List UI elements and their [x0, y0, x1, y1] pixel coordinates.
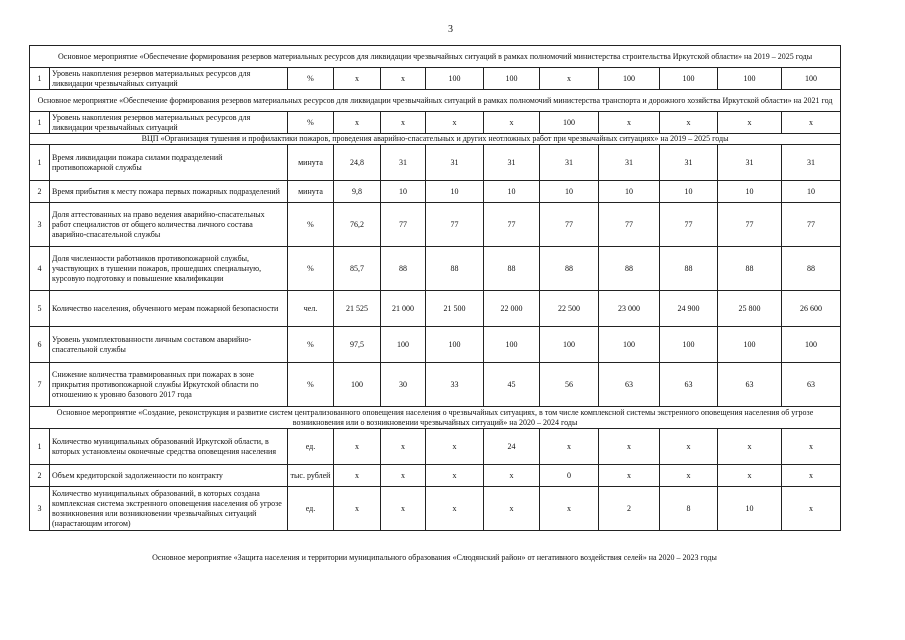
value-cell: 77: [718, 203, 782, 247]
row-number: 5: [30, 291, 50, 327]
value-cell: 76,2: [334, 203, 381, 247]
value-cell: 31: [484, 145, 540, 181]
value-cell: 100: [660, 68, 718, 90]
unit-cell: минута: [288, 181, 334, 203]
value-cell: 77: [484, 203, 540, 247]
value-cell: x: [718, 429, 782, 465]
value-cell: 2: [599, 487, 660, 531]
value-cell: x: [782, 112, 841, 134]
value-cell: x: [660, 465, 718, 487]
indicator-name: Уровень укомплектованности личным составом аварийно-спасательной службы: [50, 327, 288, 363]
section-header-selevaya-zashchita: Основное мероприятие «Защита населения и территории муниципального образования «Слюдянский район» от негативного воздействия селей» на 2020 – 2023 годы: [152, 553, 717, 562]
unit-cell: ед.: [288, 487, 334, 531]
section-title: Основное мероприятие «Создание, реконструкция и развитие систем централизованного оповещения населения о чрезвычайных ситуациях, в том числе комплексной системы экстренного оповещения населения об угрозе возникновения или о возникновении чрезвычайных ситуаций» на 2020 – 2024 годы: [30, 407, 841, 429]
value-cell: 8: [660, 487, 718, 531]
unit-cell: минута: [288, 145, 334, 181]
value-cell: 31: [426, 145, 484, 181]
row-number: 2: [30, 181, 50, 203]
section-title: Основное мероприятие «Обеспечение формирования резервов материальных ресурсов для ликвидации чрезвычайных ситуаций в рамках полномочий министерства транспорта и дорожного хозяйства Иркутской области» на 2021 год: [30, 90, 841, 112]
value-cell: x: [782, 429, 841, 465]
value-cell: 23 000: [599, 291, 660, 327]
unit-cell: тыс. рублей: [288, 465, 334, 487]
table-row: [30, 247, 841, 291]
value-cell: 10: [782, 181, 841, 203]
section-title: ВЦП «Организация тушения и профилактики пожаров, проведения аварийно-спасательных и других неотложных работ при чрезвычайных ситуациях» на 2019 – 2025 годы: [30, 134, 841, 145]
unit-cell: %: [288, 203, 334, 247]
unit-cell: чел.: [288, 291, 334, 327]
value-cell: 24 900: [660, 291, 718, 327]
page-number: 3: [448, 24, 453, 35]
value-cell: 21 525: [334, 291, 381, 327]
unit-cell: %: [288, 363, 334, 407]
row-number: 6: [30, 327, 50, 363]
indicator-name: Доля аттестованных на право ведения аварийно-спасательных работ специалистов от общего количества личного состава аварийно-спасательной службы: [50, 203, 288, 247]
value-cell: 31: [540, 145, 599, 181]
value-cell: x: [484, 112, 540, 134]
value-cell: x: [426, 429, 484, 465]
value-cell: 31: [718, 145, 782, 181]
row-number: 3: [30, 203, 50, 247]
value-cell: 100: [718, 68, 782, 90]
value-cell: 63: [599, 363, 660, 407]
value-cell: 63: [660, 363, 718, 407]
indicator-name: Доля численности работников противопожарной службы, участвующих в тушении пожаров, прошедших специальную, курсовую подготовку и повышение квалификации: [50, 247, 288, 291]
value-cell: 31: [782, 145, 841, 181]
value-cell: 63: [718, 363, 782, 407]
value-cell: x: [660, 429, 718, 465]
value-cell: x: [782, 487, 841, 531]
indicator-name: Время прибытия к месту пожара первых пожарных подразделений: [50, 181, 288, 203]
value-cell: 88: [484, 247, 540, 291]
value-cell: 100: [426, 327, 484, 363]
row-number: 1: [30, 112, 50, 134]
value-cell: 100: [782, 327, 841, 363]
value-cell: 56: [540, 363, 599, 407]
indicators-table: [29, 45, 841, 531]
value-cell: 0: [540, 465, 599, 487]
value-cell: x: [426, 487, 484, 531]
value-cell: 22 500: [540, 291, 599, 327]
indicator-name: Время ликвидации пожара силами подразделений противопожарной службы: [50, 145, 288, 181]
table-row: [30, 429, 841, 465]
value-cell: x: [484, 487, 540, 531]
value-cell: x: [484, 465, 540, 487]
value-cell: 88: [718, 247, 782, 291]
value-cell: 21 500: [426, 291, 484, 327]
row-number: 4: [30, 247, 50, 291]
value-cell: 88: [381, 247, 426, 291]
value-cell: 100: [782, 68, 841, 90]
table-row: [30, 181, 841, 203]
table-row: [30, 112, 841, 134]
value-cell: 25 800: [718, 291, 782, 327]
value-cell: 10: [599, 181, 660, 203]
value-cell: 10: [381, 181, 426, 203]
table-row: [30, 203, 841, 247]
value-cell: 26 600: [782, 291, 841, 327]
value-cell: x: [334, 429, 381, 465]
indicator-name: Уровень накопления резервов материальных ресурсов для ликвидации чрезвычайных ситуаций: [50, 68, 288, 90]
row-number: 1: [30, 429, 50, 465]
row-number: 1: [30, 68, 50, 90]
unit-cell: ед.: [288, 429, 334, 465]
value-cell: 24: [484, 429, 540, 465]
value-cell: 100: [599, 327, 660, 363]
value-cell: 77: [782, 203, 841, 247]
value-cell: 10: [426, 181, 484, 203]
value-cell: 100: [660, 327, 718, 363]
value-cell: x: [599, 429, 660, 465]
value-cell: 31: [660, 145, 718, 181]
indicator-name: Уровень накопления резервов материальных ресурсов для ликвидации чрезвычайных ситуаций: [50, 112, 288, 134]
value-cell: 63: [782, 363, 841, 407]
section-header-vcp: [30, 134, 841, 145]
value-cell: 10: [540, 181, 599, 203]
value-cell: x: [426, 112, 484, 134]
value-cell: 10: [718, 487, 782, 531]
row-number: 2: [30, 465, 50, 487]
value-cell: x: [660, 112, 718, 134]
value-cell: 77: [426, 203, 484, 247]
value-cell: 100: [381, 327, 426, 363]
value-cell: 88: [540, 247, 599, 291]
unit-cell: %: [288, 327, 334, 363]
value-cell: 30: [381, 363, 426, 407]
value-cell: 10: [484, 181, 540, 203]
value-cell: 100: [540, 327, 599, 363]
value-cell: 77: [381, 203, 426, 247]
value-cell: 85,7: [334, 247, 381, 291]
value-cell: x: [426, 465, 484, 487]
value-cell: 77: [660, 203, 718, 247]
indicator-name: Снижение количества травмированных при пожарах в зоне прикрытия противопожарной службы Иркутской области по отношению к уровню базового 2017 года: [50, 363, 288, 407]
indicator-name: Количество населения, обученного мерам пожарной безопасности: [50, 291, 288, 327]
value-cell: x: [540, 68, 599, 90]
value-cell: 100: [426, 68, 484, 90]
table-row: [30, 291, 841, 327]
row-number: 7: [30, 363, 50, 407]
value-cell: x: [334, 112, 381, 134]
table-body: [30, 46, 841, 531]
value-cell: 88: [599, 247, 660, 291]
value-cell: 22 000: [484, 291, 540, 327]
value-cell: x: [599, 112, 660, 134]
value-cell: 10: [660, 181, 718, 203]
value-cell: 31: [381, 145, 426, 181]
value-cell: 77: [540, 203, 599, 247]
value-cell: 9,8: [334, 181, 381, 203]
value-cell: x: [782, 465, 841, 487]
value-cell: 88: [782, 247, 841, 291]
value-cell: x: [599, 465, 660, 487]
value-cell: 97,5: [334, 327, 381, 363]
value-cell: 100: [718, 327, 782, 363]
value-cell: x: [381, 465, 426, 487]
section-header-stroitelstvo: [30, 46, 841, 68]
table-row: [30, 363, 841, 407]
value-cell: 100: [540, 112, 599, 134]
unit-cell: %: [288, 68, 334, 90]
table-row: [30, 465, 841, 487]
indicator-name: Количество муниципальных образований, в которых создана комплексная система экстренного оповещения населения об угрозе возникновения или возникновении чрезвычайных ситуаций (нарастающим итогом): [50, 487, 288, 531]
table-row: [30, 327, 841, 363]
unit-cell: %: [288, 112, 334, 134]
row-number: 3: [30, 487, 50, 531]
value-cell: 77: [599, 203, 660, 247]
value-cell: x: [334, 68, 381, 90]
value-cell: 88: [426, 247, 484, 291]
value-cell: x: [718, 465, 782, 487]
value-cell: x: [381, 487, 426, 531]
value-cell: 21 000: [381, 291, 426, 327]
unit-cell: %: [288, 247, 334, 291]
section-title: Основное мероприятие «Обеспечение формирования резервов материальных ресурсов для ликвидации чрезвычайных ситуаций в рамках полномочий министерства строительства Иркутской области» на 2019 – 2025 годы: [30, 46, 841, 68]
indicator-name: Количество муниципальных образований Иркутской области, в которых установлены оконечные средства оповещения населения: [50, 429, 288, 465]
value-cell: x: [381, 429, 426, 465]
section-header-opoveshchenie: [30, 407, 841, 429]
value-cell: 10: [718, 181, 782, 203]
table-row: [30, 487, 841, 531]
indicator-name: Объем кредиторской задолженности по контракту: [50, 465, 288, 487]
value-cell: 100: [484, 327, 540, 363]
value-cell: 31: [599, 145, 660, 181]
value-cell: 100: [334, 363, 381, 407]
value-cell: x: [334, 487, 381, 531]
row-number: 1: [30, 145, 50, 181]
section-header-transport: [30, 90, 841, 112]
value-cell: x: [540, 487, 599, 531]
value-cell: x: [381, 68, 426, 90]
value-cell: x: [381, 112, 426, 134]
value-cell: 33: [426, 363, 484, 407]
value-cell: x: [718, 112, 782, 134]
value-cell: 100: [599, 68, 660, 90]
value-cell: 100: [484, 68, 540, 90]
value-cell: 88: [660, 247, 718, 291]
value-cell: x: [540, 429, 599, 465]
value-cell: 45: [484, 363, 540, 407]
value-cell: x: [334, 465, 381, 487]
table-row: [30, 68, 841, 90]
value-cell: 24,8: [334, 145, 381, 181]
table-row: [30, 145, 841, 181]
